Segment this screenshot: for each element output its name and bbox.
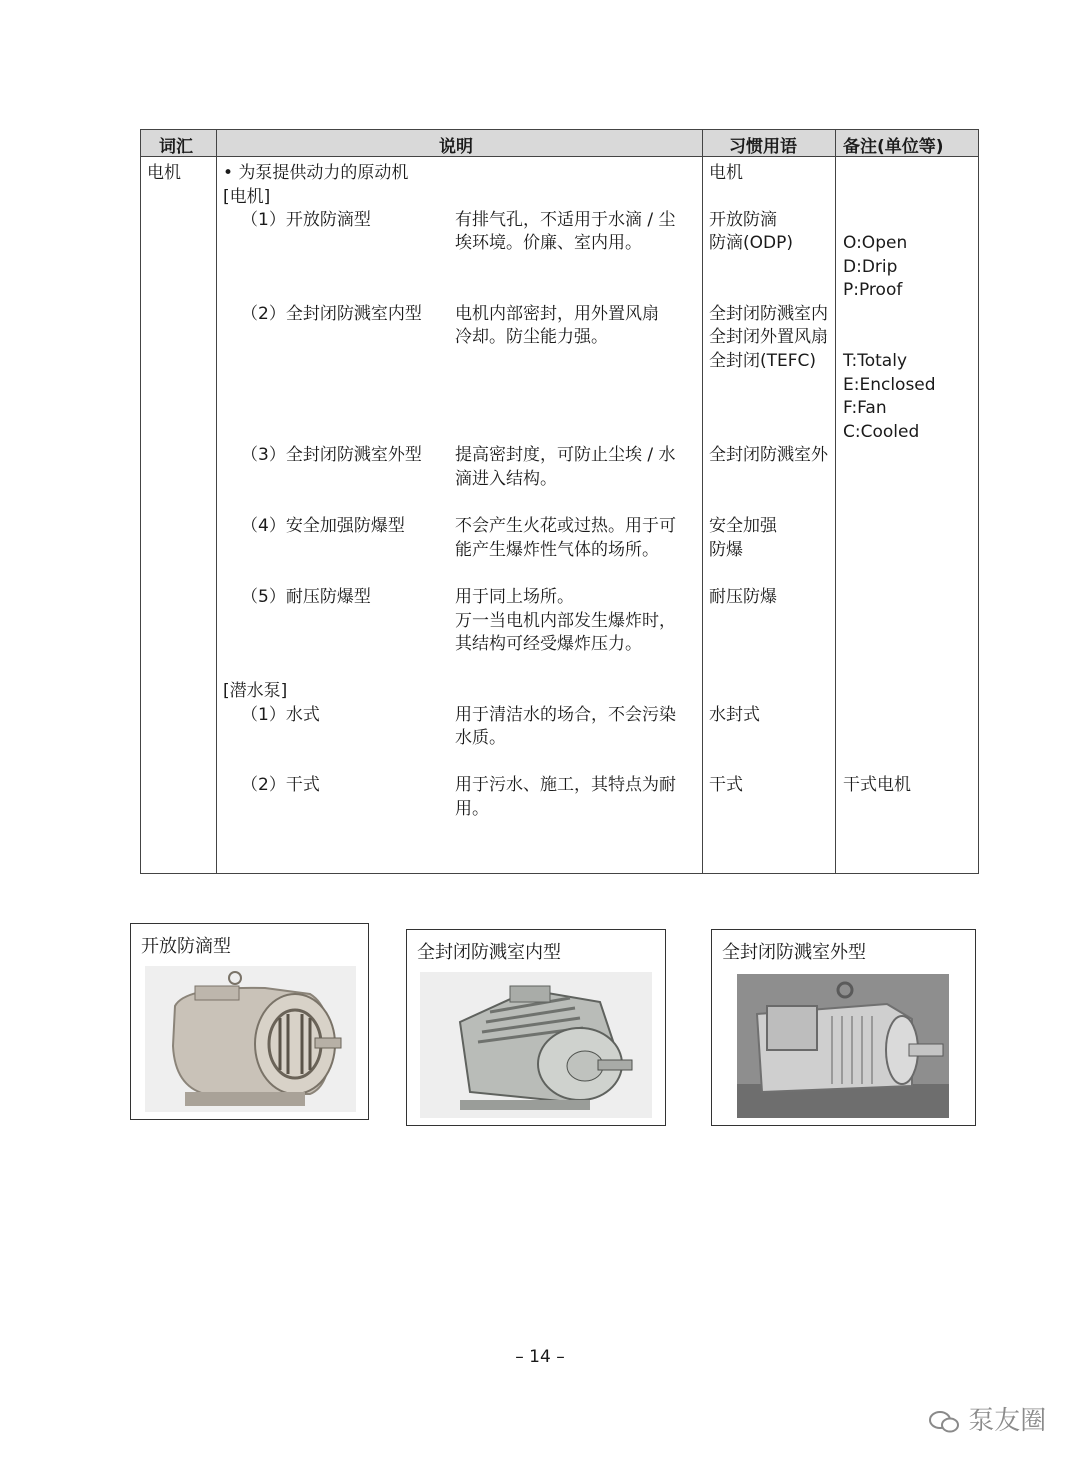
motor-row-desc: 电机内部密封，用外置风扇 <box>455 304 659 324</box>
motor-row-name: （3）全封闭防溅室外型 <box>241 445 422 465</box>
watermark-text: 泵友圈 <box>968 1406 1047 1436</box>
tefc-indoor-motor-icon <box>420 972 652 1118</box>
sub-row-name: （2）干式 <box>241 775 320 795</box>
motor-row-desc: 有排气孔，不适用于水滴 / 尘 <box>455 210 676 230</box>
card-title: 全封闭防溅室外型 <box>722 942 866 963</box>
motor-row-desc: 滴进入结构。 <box>455 469 557 489</box>
header-term: 词汇 <box>159 137 193 157</box>
motor-card-odp <box>130 923 369 1120</box>
sub-row-desc: 用于清洁水的场合，不会污染 <box>455 705 676 725</box>
motor-card-tefc-indoor <box>406 929 666 1126</box>
card-title: 开放防滴型 <box>141 936 231 957</box>
col-divider <box>702 130 703 873</box>
sub-row-name: （1）水式 <box>241 705 320 725</box>
submersible-section-label: [潜水泵] <box>223 681 288 701</box>
col-divider <box>835 130 836 873</box>
glossary-table <box>140 129 979 874</box>
motor-row-desc: 能产生爆炸性气体的场所。 <box>455 540 659 560</box>
note-text: C:Cooled <box>843 422 920 442</box>
intro-text: • 为泵提供动力的原动机 <box>223 163 409 183</box>
common-term: 电机 <box>709 163 743 183</box>
motor-row-name: （4）安全加强防爆型 <box>241 516 405 536</box>
common-term: 防滴(ODP) <box>709 233 793 253</box>
note-text: F:Fan <box>843 398 887 418</box>
header-desc: 说明 <box>439 137 473 157</box>
note-text: O:Open <box>843 233 908 253</box>
note-text: E:Enclosed <box>843 375 936 395</box>
common-term: 开放防滴 <box>709 210 777 230</box>
common-term: 安全加强 <box>709 516 777 536</box>
common-term: 水封式 <box>709 705 760 725</box>
sub-row-desc: 水质。 <box>455 728 506 748</box>
motor-row-desc: 冷却。防尘能力强。 <box>455 327 608 347</box>
common-term: 全封闭防溅室内 <box>709 304 828 324</box>
common-term: 全封闭外置风扇 <box>709 327 828 347</box>
motor-row-desc: 提高密封度，可防止尘埃 / 水 <box>455 445 676 465</box>
motor-row-desc: 用于同上场所。 <box>455 587 574 607</box>
motor-card-tefc-outdoor <box>711 929 976 1126</box>
sub-row-desc: 用。 <box>455 799 489 819</box>
note-text: P:Proof <box>843 280 903 300</box>
motor-row-name: （1）开放防滴型 <box>241 210 371 230</box>
header-note: 备注(单位等) <box>843 137 944 157</box>
page-number: – 14 – <box>515 1347 565 1367</box>
wechat-icon <box>928 1410 960 1434</box>
col-divider <box>216 130 217 873</box>
sub-row-desc: 用于污水、施工，其特点为耐 <box>455 775 676 795</box>
common-term: 干式 <box>709 775 743 795</box>
common-term: 耐压防爆 <box>709 587 777 607</box>
motor-photo <box>145 966 356 1112</box>
table-header <box>141 130 978 157</box>
motor-row-desc: 其结构可经受爆炸压力。 <box>455 634 642 654</box>
header-common: 习惯用语 <box>729 137 797 157</box>
motor-row-name: （2）全封闭防溅室内型 <box>241 304 422 324</box>
motor-section-label: [电机] <box>223 187 271 207</box>
motor-photo <box>420 972 652 1118</box>
motor-row-desc: 埃环境。价廉、室内用。 <box>455 233 642 253</box>
watermark <box>928 1400 1046 1437</box>
card-title: 全封闭防溅室内型 <box>417 942 561 963</box>
tefc-outdoor-motor-icon <box>737 974 949 1118</box>
motor-row-desc: 万一当电机内部发生爆炸时， <box>455 611 676 631</box>
note-text: 干式电机 <box>843 775 911 795</box>
common-term: 全封闭防溅室外 <box>709 445 828 465</box>
note-text: T:Totaly <box>843 351 908 371</box>
term-cell: 电机 <box>147 163 181 183</box>
open-drip-motor-icon <box>145 966 356 1112</box>
motor-photo <box>737 974 949 1118</box>
common-term: 全封闭(TEFC) <box>709 351 817 371</box>
note-text: D:Drip <box>843 257 898 277</box>
common-term: 防爆 <box>709 540 743 560</box>
motor-row-desc: 不会产生火花或过热。用于可 <box>455 516 676 536</box>
motor-row-name: （5）耐压防爆型 <box>241 587 371 607</box>
